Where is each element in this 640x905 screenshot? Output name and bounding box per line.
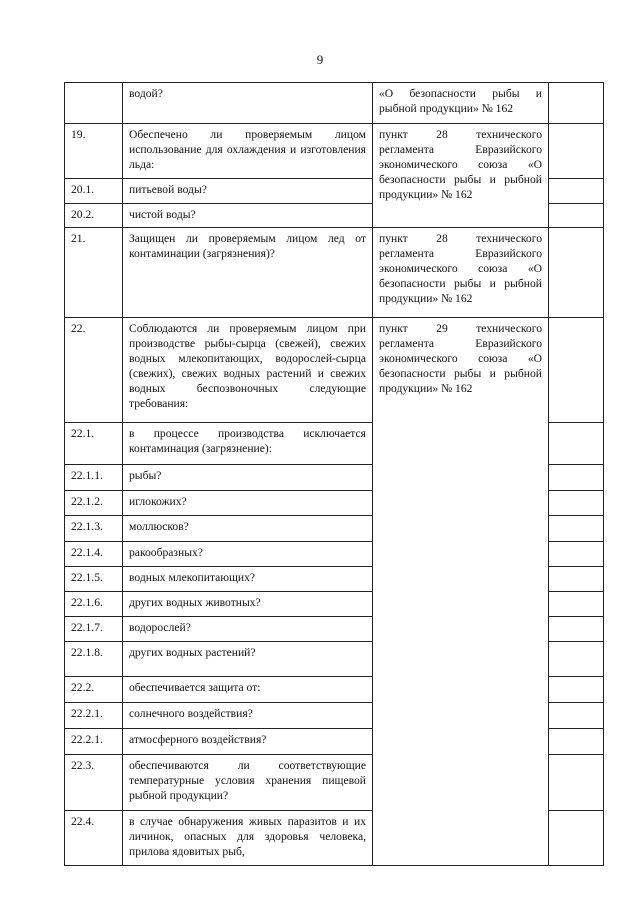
row-number: 22.3. xyxy=(65,755,123,811)
question-text: атмосферного воздействия? xyxy=(123,729,373,755)
row-number: 22.1.2. xyxy=(65,491,123,516)
answer-cell[interactable] xyxy=(549,491,604,516)
page-number: 9 xyxy=(316,52,324,67)
answer-cell[interactable] xyxy=(549,677,604,703)
row-number: 22. xyxy=(65,318,123,423)
regulation-reference: пункт 28 технического регламента Евразийского экономического союза «О безопасности рыбы и рыбной продукции» № 162 xyxy=(373,124,549,228)
answer-cell[interactable] xyxy=(549,703,604,729)
answer-cell[interactable] xyxy=(549,318,604,423)
row-number: 22.1.5. xyxy=(65,567,123,592)
answer-cell[interactable] xyxy=(549,592,604,617)
question-text: ракообразных? xyxy=(123,542,373,567)
question-text: Защищен ли проверяемым лицом лед от контаминации (загрязнения)? xyxy=(123,228,373,318)
question-text: иглокожих? xyxy=(123,491,373,516)
answer-cell[interactable] xyxy=(549,83,604,124)
row-number: 22.1.6. xyxy=(65,592,123,617)
question-text: обеспечиваются ли соответствующие температурные условия хранения пищевой рыбной продукции? xyxy=(123,755,373,811)
table-row xyxy=(65,124,604,179)
row-number: 19. xyxy=(65,124,123,179)
regulation-reference: пункт 29 технического регламента Евразийского экономического союза «О безопасности рыбы и рыбной продукции» № 162 xyxy=(373,318,549,866)
answer-cell[interactable] xyxy=(549,567,604,592)
question-text: в случае обнаружения живых паразитов и их личинок, опасных для здоровья человека, прилова ядовитых рыб, xyxy=(123,811,373,866)
question-text: других водных животных? xyxy=(123,592,373,617)
row-number: 22.2. xyxy=(65,677,123,703)
answer-cell[interactable] xyxy=(549,465,604,491)
regulation-reference: «О безопасности рыбы и рыбной продукции» № 162 xyxy=(373,83,549,124)
row-number: 22.2.1. xyxy=(65,729,123,755)
question-text: водных млекопитающих? xyxy=(123,567,373,592)
question-text: Соблюдаются ли проверяемым лицом при производстве рыбы-сырца (свежей), свежих водных млекопитающих, водорослей-сырца (свежих), свежих водных растений и свежих водных беспозвоночных следующие требования: xyxy=(123,318,373,423)
row-number: 22.4. xyxy=(65,811,123,866)
answer-cell[interactable] xyxy=(549,729,604,755)
question-text: Обеспечено ли проверяемым лицом использование для охлаждения и изготовления льда: xyxy=(123,124,373,179)
table-row xyxy=(65,83,604,124)
question-text: обеспечивается защита от: xyxy=(123,677,373,703)
answer-cell[interactable] xyxy=(549,423,604,465)
row-number: 21. xyxy=(65,228,123,318)
answer-cell[interactable] xyxy=(549,516,604,542)
row-number xyxy=(65,83,123,124)
answer-cell[interactable] xyxy=(549,811,604,866)
question-text: моллюсков? xyxy=(123,516,373,542)
question-text: рыбы? xyxy=(123,465,373,491)
answer-cell[interactable] xyxy=(549,228,604,318)
answer-cell[interactable] xyxy=(549,124,604,179)
question-text: в процессе производства исключается контаминация (загрязнение): xyxy=(123,423,373,465)
row-number: 20.2. xyxy=(65,204,123,228)
question-text: питьевой воды? xyxy=(123,179,373,204)
question-text: других водных растений? xyxy=(123,642,373,677)
row-number: 20.1. xyxy=(65,179,123,204)
table-row xyxy=(65,228,604,318)
question-text: водорослей? xyxy=(123,617,373,642)
answer-cell[interactable] xyxy=(549,617,604,642)
row-number: 22.1.4. xyxy=(65,542,123,567)
question-text: водой? xyxy=(123,83,373,124)
checklist-table xyxy=(64,82,604,866)
row-number: 22.1.8. xyxy=(65,642,123,677)
row-number: 22.1.3. xyxy=(65,516,123,542)
table-row xyxy=(65,318,604,423)
answer-cell[interactable] xyxy=(549,642,604,677)
regulation-reference: пункт 28 технического регламента Евразийского экономического союза «О безопасности рыбы и рыбной продукции» № 162 xyxy=(373,228,549,318)
row-number: 22.1.7. xyxy=(65,617,123,642)
answer-cell[interactable] xyxy=(549,755,604,811)
row-number: 22.1.1. xyxy=(65,465,123,491)
row-number: 22.2.1. xyxy=(65,703,123,729)
row-number: 22.1. xyxy=(65,423,123,465)
question-text: солнечного воздействия? xyxy=(123,703,373,729)
answer-cell[interactable] xyxy=(549,542,604,567)
answer-cell[interactable] xyxy=(549,204,604,228)
answer-cell[interactable] xyxy=(549,179,604,204)
question-text: чистой воды? xyxy=(123,204,373,228)
